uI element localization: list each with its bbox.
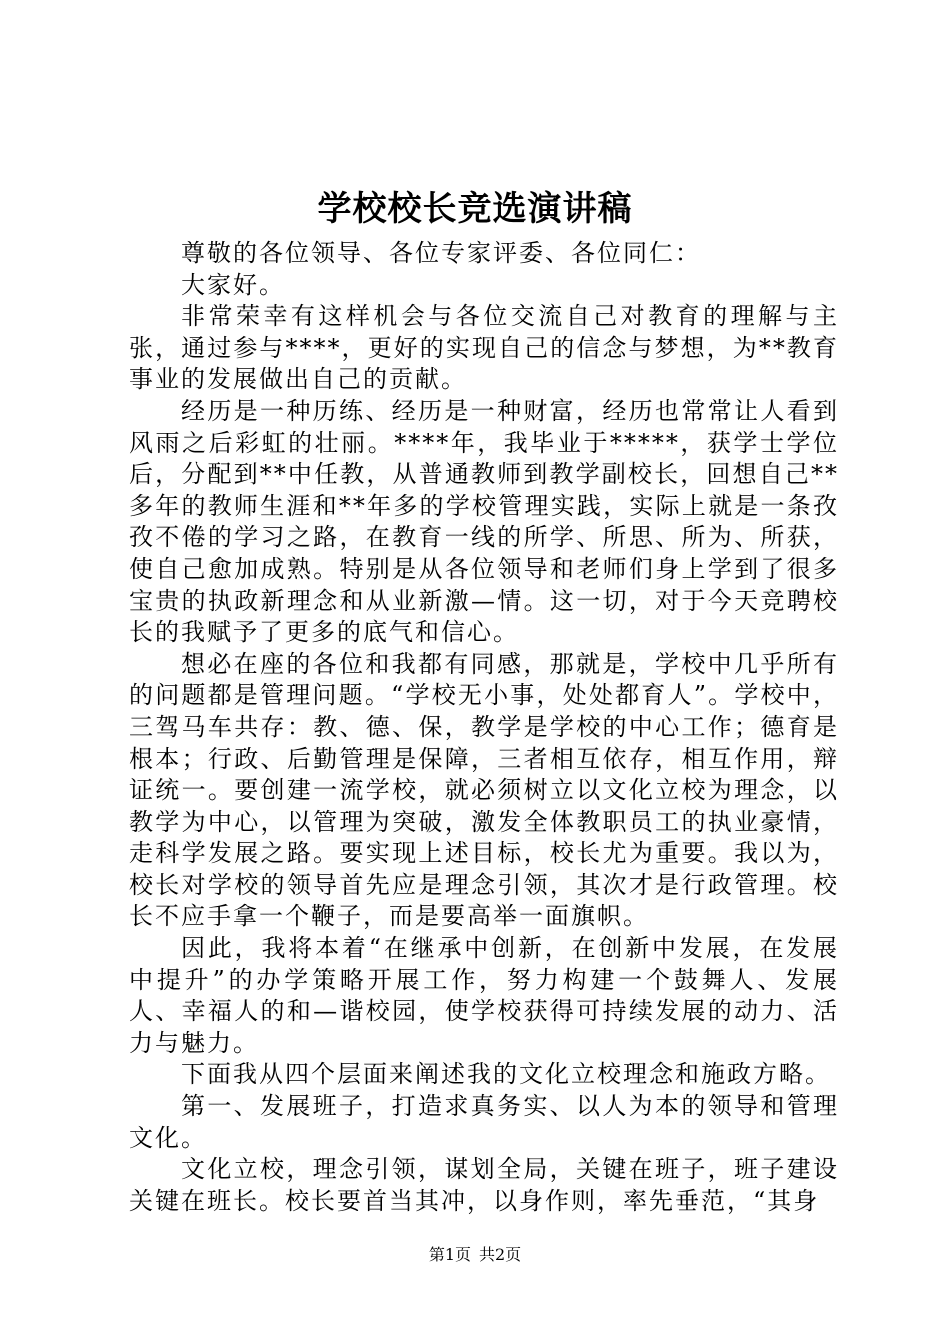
- page-total: 共2页: [479, 1245, 522, 1264]
- document-title: 学校校长竞选演讲稿: [317, 189, 633, 229]
- body-paragraph: 文化立校，理念引领，谋划全局，关键在班子，班子建设关键在班长。校长要首当其冲，以身作则，率先垂范，“其身: [129, 1155, 839, 1215]
- body-paragraph: 因此，我将本着“在继承中创新，在创新中发展，在发展中提升”的办学策略开展工作，努力构建一个鼓舞人、发展人、幸福人的和—谐校园，使学校获得可持续发展的动力、活力与魅力。: [129, 934, 839, 1057]
- page-number: 第1页: [428, 1245, 471, 1264]
- body-paragraph: 非常荣幸有这样机会与各位交流自己对教育的理解与主张，通过参与****，更好的实现自己的信念与梦想，为**教育事业的发展做出自己的贡献。: [129, 302, 839, 394]
- salutation-paragraph: 尊敬的各位领导、各位专家评委、各位同仁：: [181, 239, 701, 267]
- greeting-paragraph: 大家好。: [181, 270, 285, 299]
- section-heading-paragraph: 第一、发展班子，打造求真务实、以人为本的领导和管理文化。: [129, 1092, 839, 1152]
- body-paragraph: 经历是一种历练、经历是一种财富，经历也常常让人看到风雨之后彩虹的壮丽。****年，我毕业于*****，获学士学位后，分配到**中任教，从普通教师到教学副校长，回想自己**多年的教师生涯和**年多的学校管理实践，实际上就是一条孜孜不倦的学习之路，在教育一线的所学、所思、所为、所获，使自己愈加成熟。特别是从各位领导和老师们身上学到了很多宝贵的执政新理念和从业新激—情。这一切，对于今天竞聘校长的我赋予了更多的底气和信心。: [129, 396, 839, 647]
- document-body: [129, 238, 839, 1217]
- page-footer: [0, 1244, 950, 1266]
- body-paragraph: 下面我从四个层面来阐述我的文化立校理念和施政方略。: [181, 1060, 831, 1089]
- body-paragraph: 想必在座的各位和我都有同感，那就是，学校中几乎所有的问题都是管理问题。“学校无小事，处处都育人”。学校中，三驾马车共存：教、德、保，教学是学校的中心工作；德育是根本；行政、后勤管理是保障，三者相互依存，相互作用，辩证统一。要创建一流学校，就必须树立以文化立校为理念，以教学为中心，以管理为突破，激发全体教职员工的执业豪情，走科学发展之路。要实现上述目标，校长尤为重要。我以为，校长对学校的领导首先应是理念引领，其次才是行政管理。校长不应手拿一个鞭子，而是要高举一面旗帜。: [129, 649, 839, 931]
